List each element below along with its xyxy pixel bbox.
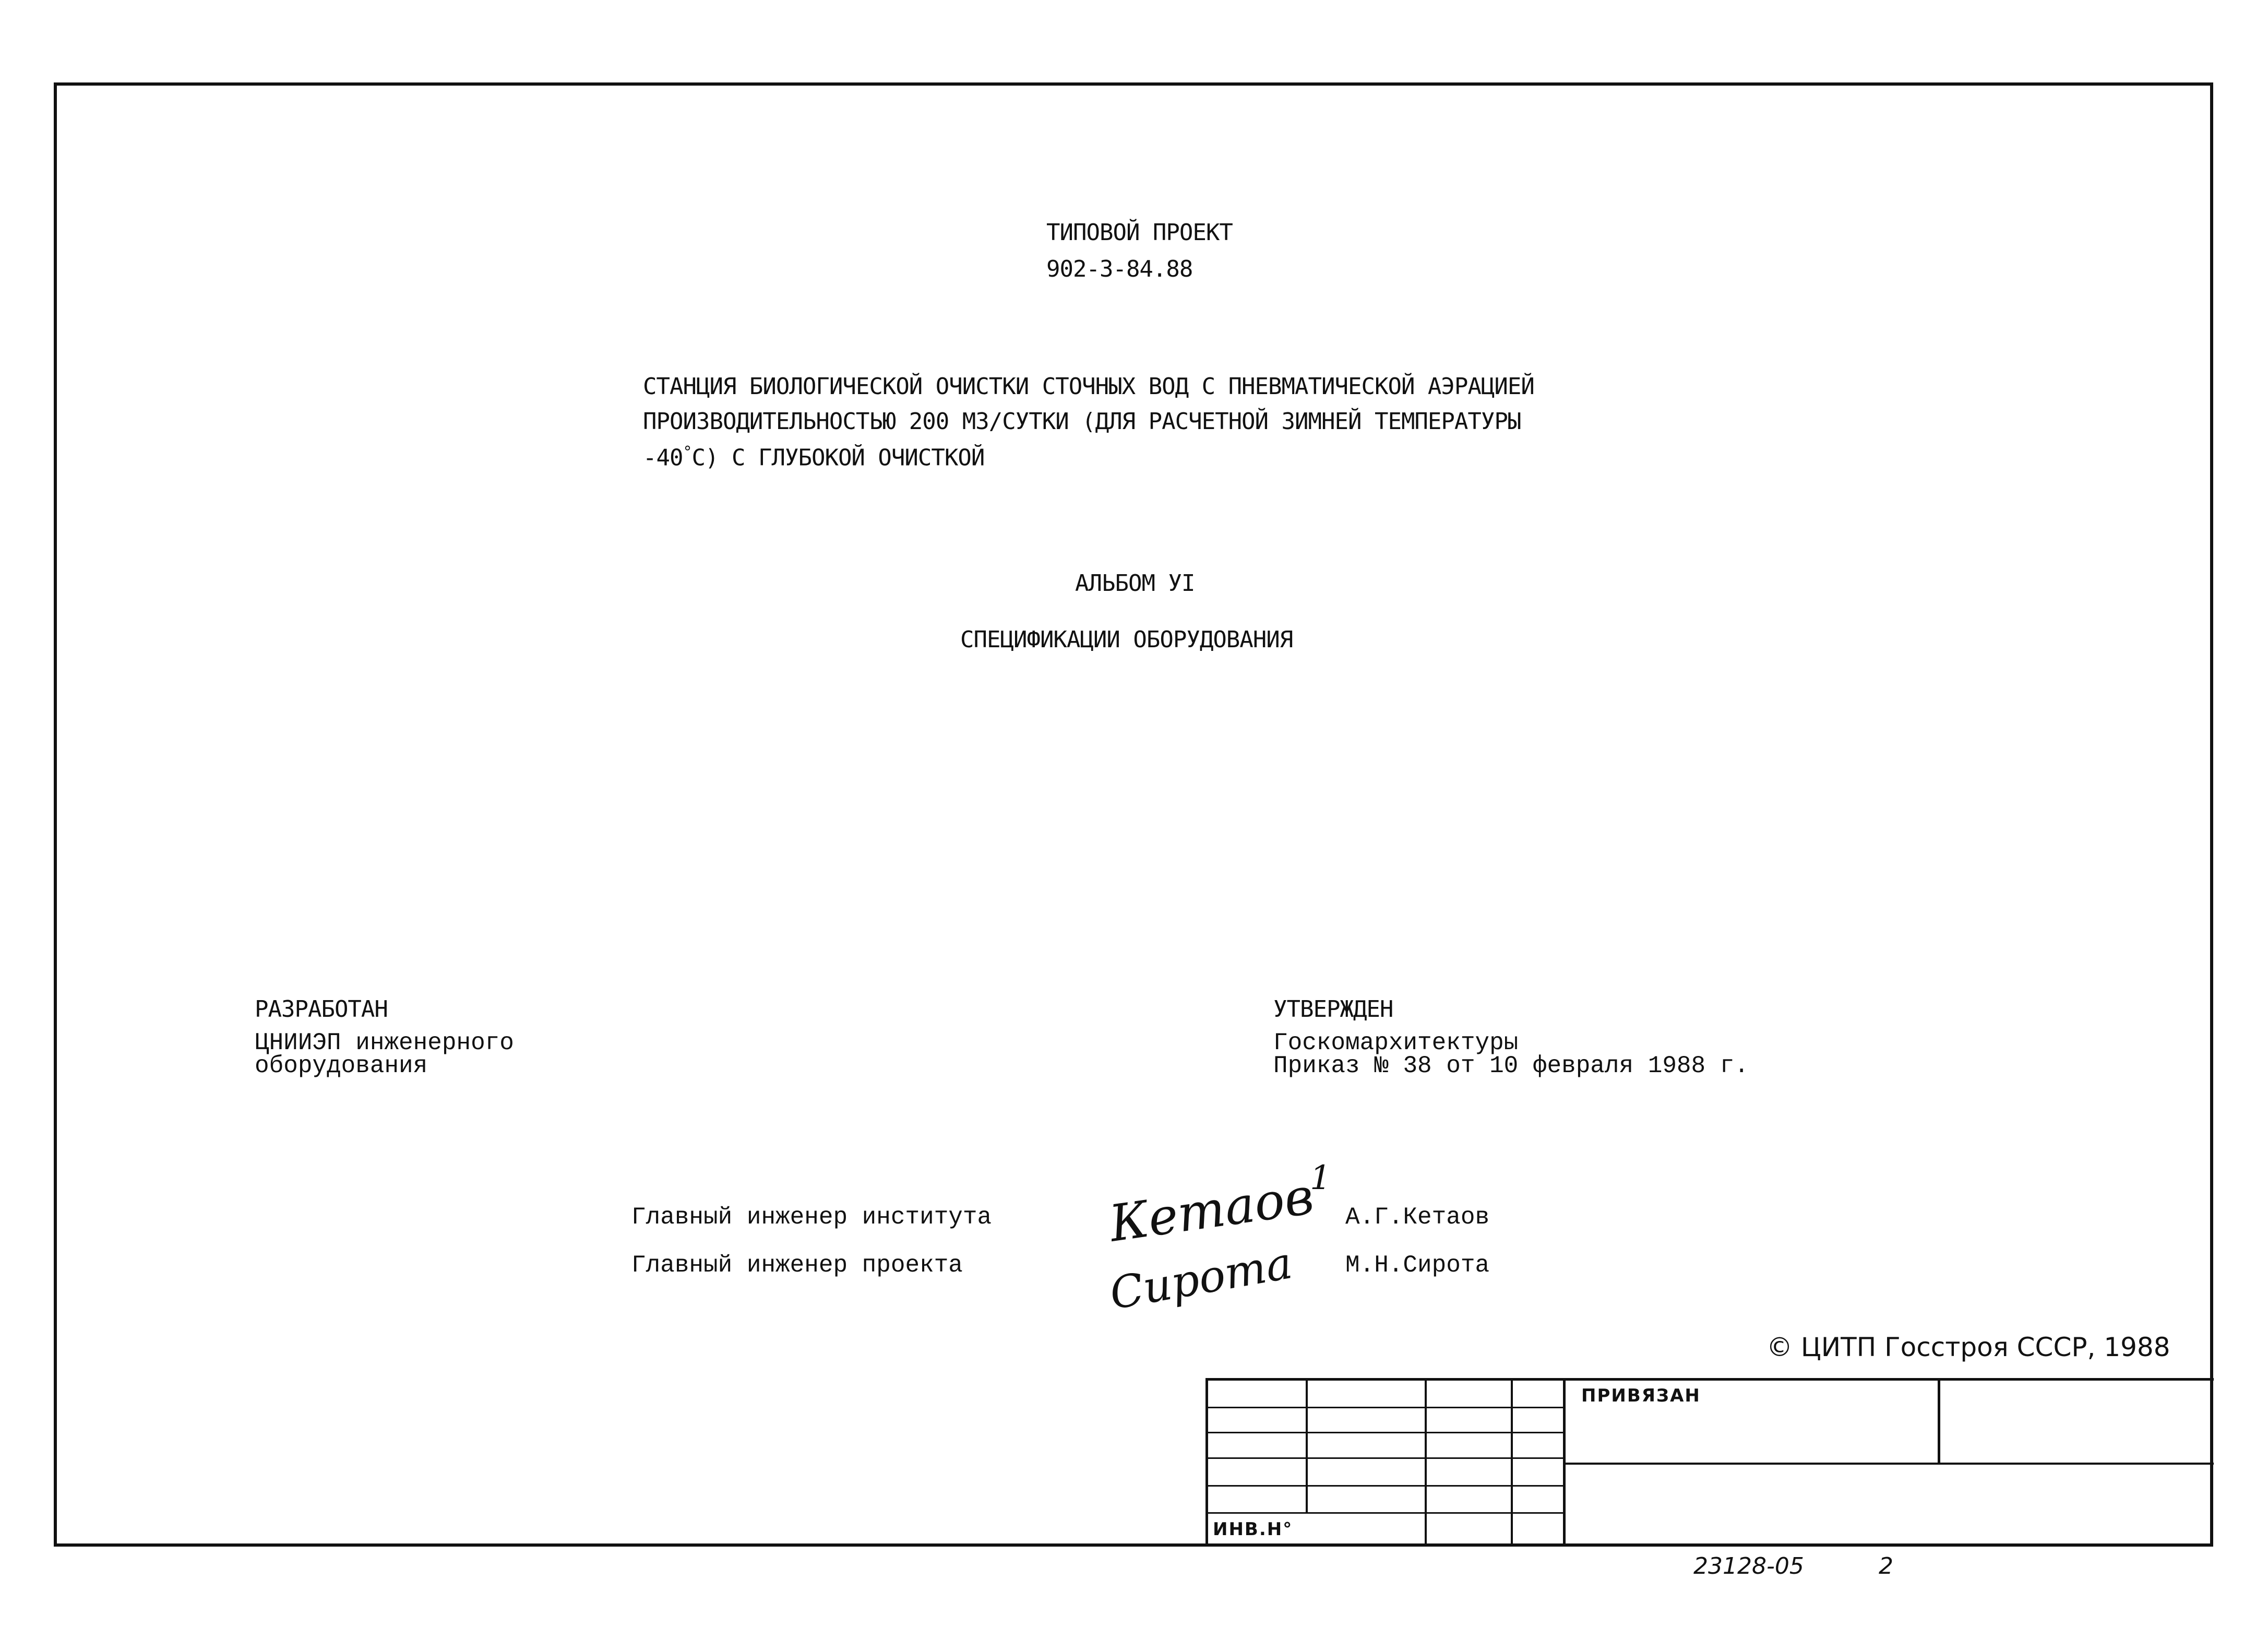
tb-line [1566,1463,2214,1465]
approved-org-block [1273,1031,1749,1077]
tb-line [1511,1378,1513,1545]
project-code: 902-3-84.88 [1046,256,1193,282]
title-line-3 [643,443,984,471]
approved-order: Приказ № 38 от 10 февраля 1988 г. [1273,1052,1749,1079]
drawing-frame [54,82,2213,1547]
bound-label: ПРИВЯЗАН [1581,1385,1701,1406]
album-subject: СПЕЦИФИКАЦИИ ОБОРУДОВАНИЯ [960,626,1293,653]
tb-line [1563,1378,1566,1545]
name-sirota: М.Н.Сирота [1345,1252,1490,1279]
title-line-3-suffix: С) С ГЛУБОКОЙ ОЧИСТКОЙ [691,444,985,471]
document-number: 23128-05 [1693,1553,1804,1580]
approved-heading: УТВЕРЖДЕН [1273,996,1393,1023]
tb-line [1205,1432,1566,1433]
inventory-label: ИНВ.Н° [1213,1519,1293,1540]
tb-line [1205,1378,2214,1381]
sheet-number: 2 [1879,1553,1893,1580]
album-label: АЛЬБОМ УI [1075,570,1195,597]
tb-line [1205,1512,1566,1514]
name-ketaov: А.Г.Кетаов [1345,1204,1490,1231]
role-chief-engineer-project: Главный инженер проекта [631,1252,963,1279]
tb-line [1205,1378,1208,1545]
title-line-3-prefix: -40 [643,444,683,471]
signature-mark: 1 [1310,1159,1331,1197]
tb-line [1205,1485,1566,1487]
title-line-2: ПРОИЗВОДИТЕЛЬНОСТЬЮ 200 М3/СУТКИ (ДЛЯ РАСЧЕТНОЙ ЗИМНЕЙ ТЕМПЕРАТУРЫ [643,408,1521,435]
developed-org-line-2: оборудования [255,1052,428,1079]
tb-line [1938,1378,1940,1464]
signature-ketaov: Кетаов [1106,1167,1317,1253]
title-line-1: СТАНЦИЯ БИОЛОГИЧЕСКОЙ ОЧИСТКИ СТОЧНЫХ ВОД С ПНЕВМАТИЧЕСКОЙ АЭРАЦИЕЙ [643,373,1534,400]
developed-heading: РАЗРАБОТАН [255,996,388,1023]
title-block [1205,1378,2214,1545]
developed-org [255,1031,514,1077]
project-type-label: ТИПОВОЙ ПРОЕКТ [1046,219,1233,246]
approved-org: Госкомархитектуры [1273,1029,1519,1056]
copyright-stamp: © ЦИТП Госстроя СССР, 1988 [1766,1332,2170,1362]
tb-line [1205,1457,1566,1459]
developed-org-line-1: ЦНИИЭП инженерного [255,1029,514,1056]
degree-sign: ° [683,443,692,461]
tb-line [1306,1378,1308,1514]
signature-sirota: Сирота [1106,1237,1296,1320]
role-chief-engineer-institute: Главный инженер института [631,1204,992,1231]
tb-line [1425,1378,1427,1545]
tb-line [1205,1407,1566,1408]
